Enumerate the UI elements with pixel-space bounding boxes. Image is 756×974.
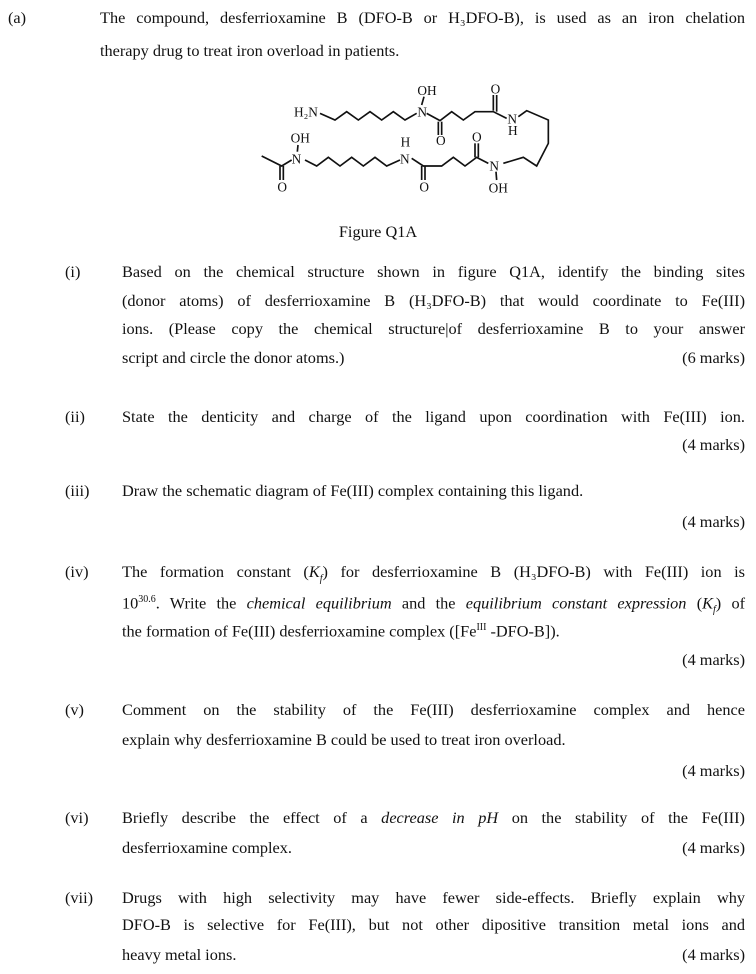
question-label: (vii): [65, 888, 94, 907]
text: K: [308, 562, 320, 581]
atom-label: H: [508, 123, 518, 138]
question-text: DFO-B is selective for Fe(III), but not other dipositive transition metal ions and: [122, 915, 745, 934]
atom-label: O: [436, 133, 446, 148]
text: ) of: [715, 593, 746, 613]
part-label: (a): [8, 8, 27, 27]
text: 10: [122, 593, 139, 613]
atom-label: OH: [488, 180, 508, 196]
text: decrease in pH: [381, 808, 499, 827]
text: Briefly describe the effect of a: [122, 808, 382, 827]
text: and the: [391, 593, 466, 613]
atom-label: N: [489, 158, 499, 174]
atom-label: N: [417, 104, 427, 120]
question-label: (ii): [65, 407, 85, 426]
text: III: [476, 622, 487, 633]
marks: (4 marks): [682, 761, 745, 780]
atom-label: O: [419, 179, 429, 195]
atom-label: O: [472, 129, 482, 145]
figure-caption: Figure Q1A: [338, 222, 418, 241]
question-label: (v): [65, 700, 84, 719]
question-text: desferrioxamine complex.: [122, 838, 292, 857]
marks: (6 marks): [682, 348, 745, 367]
question-text: Draw the schematic diagram of Fe(III) complex containing this ligand.: [122, 481, 584, 500]
atom-label: N: [291, 151, 302, 167]
text: . Write the: [155, 593, 247, 613]
atom-label: N: [507, 111, 517, 127]
marks: (4 marks): [682, 838, 745, 857]
text: K: [702, 593, 713, 613]
question-label: (iii): [65, 481, 90, 500]
question-text: explain why desferrioxamine B could be used to treat iron overload.: [122, 730, 566, 749]
text: -DFO-B]).: [486, 621, 560, 641]
atom-label: H₂N: [294, 104, 318, 120]
intro-line: The compound, desferrioxamine B (DFO-B or H₃DFO-B), is used as an iron chelation: [100, 8, 745, 27]
question-text: [122, 562, 745, 589]
question-text: [122, 590, 745, 621]
question-text: script and circle the donor atoms.): [122, 348, 345, 367]
marks: (4 marks): [682, 512, 745, 531]
intro-line: therapy drug to treat iron overload in patients.: [100, 41, 400, 60]
text: f: [319, 573, 323, 585]
text: ) for desferrioxamine B (H₃DFO-B) with Fe(III) ion is: [322, 562, 745, 581]
text: f: [713, 604, 716, 616]
question-text: ions. (Please copy the chemical structure|of desferrioxamine B to your answer: [122, 319, 745, 338]
marks: (4 marks): [682, 435, 745, 454]
question-label: (vi): [65, 808, 89, 827]
question-label: (i): [65, 262, 81, 281]
text: equilibrium constant expression: [465, 593, 687, 613]
atom-label: O: [490, 81, 501, 97]
atom-label: H: [400, 134, 411, 150]
question-text: [122, 618, 745, 641]
question-text: (donor atoms) of desferrioxamine B (H₃DFO-B) that would coordinate to Fe(III): [122, 291, 745, 310]
atom-label: O: [277, 179, 287, 195]
question-text: Based on the chemical structure shown in figure Q1A, identify the binding sites: [122, 262, 745, 281]
marks: (4 marks): [682, 945, 745, 964]
text: the formation of Fe(III) desferrioxamine complex ([Fe: [122, 621, 477, 641]
text: (: [686, 593, 703, 613]
atom-label: OH: [417, 83, 437, 98]
question-text: Comment on the stability of the Fe(III) desferrioxamine complex and hence: [122, 700, 745, 719]
marks: (4 marks): [682, 650, 745, 669]
text: chemical equilibrium: [246, 593, 392, 613]
question-label: (iv): [65, 562, 89, 581]
text: on the stability of the Fe(III): [498, 808, 745, 827]
text: The formation constant (: [122, 562, 309, 581]
atom-label: OH: [290, 130, 310, 146]
exponent: 30.6: [138, 594, 156, 605]
question-text: State the denticity and charge of the ligand upon coordination with Fe(III) ion.: [122, 407, 745, 426]
question-text: [122, 808, 745, 828]
question-text: Drugs with high selectivity may have fewer side-effects. Briefly explain why: [122, 888, 745, 907]
question-text: heavy metal ions.: [122, 945, 237, 964]
atom-label: N: [400, 151, 410, 167]
